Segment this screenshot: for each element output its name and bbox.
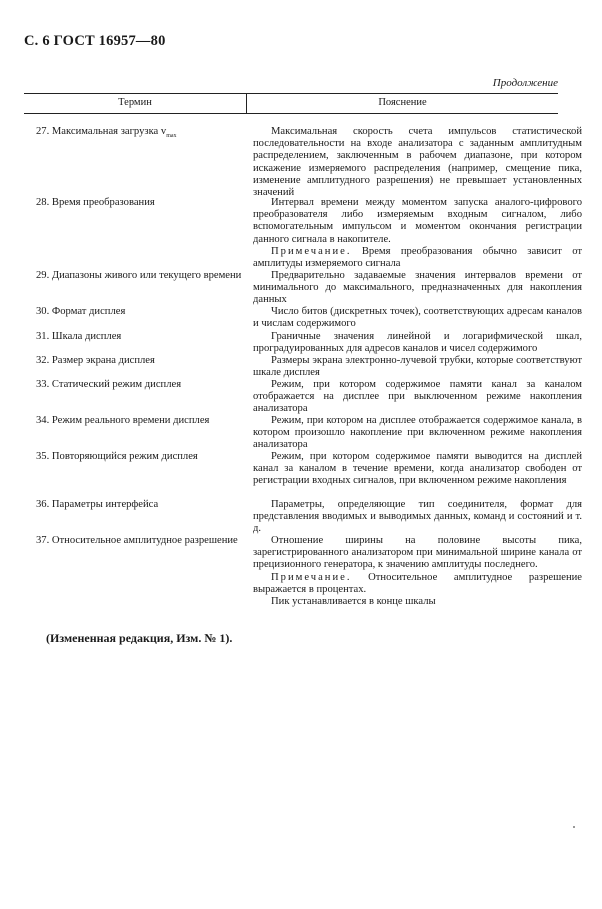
explanation-text: Предварительно задаваемые значения интервалов времени от минимального до максимального, предназначенных для накопления данных <box>253 270 582 306</box>
explanation-text: Режим, при котором содержимое памяти канал за каналом отображается на дисплее при выключенном режиме накопления анализатора <box>253 379 582 415</box>
explanation-cell <box>253 535 582 608</box>
term-cell: 37. Относительное амплитудное разрешение <box>36 535 238 546</box>
note-text: Относительное амплитудное разрешение выражается в процентах. <box>253 571 582 595</box>
explanation-cell <box>253 499 582 536</box>
explanation-cell <box>253 415 582 452</box>
term-text: 27. Максимальная загрузка v <box>36 126 167 137</box>
explanation-text: Параметры, определяющие тип соединителя, формат для представления вводимых и выводимых данных, команд и состояний и т. д. <box>253 499 582 535</box>
amendment-footer: (Измененная редакция, Изм. № 1). <box>46 631 233 645</box>
note-paragraph <box>253 572 582 596</box>
explanation-cell <box>253 197 582 270</box>
term-cell: 30. Формат дисплея <box>36 306 126 317</box>
column-header-explanation: Пояснение <box>378 97 427 108</box>
note-label: Примечание. <box>271 245 352 257</box>
explanation-text: Максимальная скорость счета импульсов статистической последовательности на входе анализатора с заданным амплитудным распределением, заключенным в рабочем диапазоне, при котором искажение измеряемого распределения (например, смещение пика, изменение амплитудного разрешения) не превышает установленных значений <box>253 126 582 199</box>
term-subscript: max <box>166 133 177 140</box>
note-text: Время преобразования обычно зависит от амплитуды измеряемого сигнала <box>253 245 582 270</box>
explanation-text: Граничные значения линейной и логарифмической шкал, проградуированных для адресов каналов и чисел содержимого <box>253 331 582 355</box>
term-cell: 33. Статический режим дисплея <box>36 379 182 390</box>
explanation-text: Число битов (дискретных точек), соответствующих адресам каналов и числам содержимого <box>253 306 582 330</box>
term-cell: 32. Размер экрана дисплея <box>36 355 155 366</box>
term-cell: 31. Шкала дисплея <box>36 331 122 342</box>
explanation-cell <box>253 126 582 199</box>
term-cell: 36. Параметры интерфейса <box>36 499 159 510</box>
page-header-title: С. 6 ГОСТ 16957—80 <box>24 33 166 49</box>
term-cell: 34. Режим реального времени дисплея <box>36 415 210 426</box>
explanation-text: Режим, при котором на дисплее отображается содержимое канала, в котором произошло накопление при включенном режиме накопления анализатора <box>253 415 582 451</box>
column-header-term: Термин <box>118 97 152 108</box>
extra-text: Пик устанавливается в конце шкалы <box>271 596 436 608</box>
explanation-cell <box>253 355 582 379</box>
scan-speck <box>573 826 575 828</box>
explanation-cell <box>253 379 582 416</box>
explanation-text: Размеры экрана электронно-лучевой трубки, которые соответствуют шкале дисплея <box>253 355 582 379</box>
explanation-cell <box>253 331 582 355</box>
term-cell: 28. Время преобразования <box>36 197 155 208</box>
table-header-rule <box>24 113 558 114</box>
explanation-text: Режим, при котором содержимое памяти выводится на дисплей канал за каналом в течение времени, когда анализатор свободен от регистрации входных сигналов, при включенном режиме накопления <box>253 451 582 487</box>
term-cell <box>36 126 246 142</box>
explanation-cell <box>253 306 582 330</box>
continuation-label: Продолжение <box>492 77 558 89</box>
explanation-cell <box>253 270 582 307</box>
term-cell: 29. Диапазоны живого или текущего времени <box>36 270 242 281</box>
note-label: Примечание. <box>271 571 352 583</box>
explanation-text: Отношение ширины на половине высоты пика, зарегистрированного анализатором при минимальной ширине канала от прецизионного генератора, к значению амплитуды последнего. <box>253 535 582 571</box>
explanation-cell <box>253 451 582 488</box>
note-paragraph <box>253 246 582 270</box>
table-top-rule <box>24 93 558 94</box>
explanation-text: Интервал времени между моментом запуска аналого-цифрового преобразователя либо измеряемым входным сигналом, либо вспомогательным импульсом и моментом окончания регистрации данного сигнала в накопителе. <box>253 197 582 245</box>
term-cell: 35. Повторяющийся режим дисплея <box>36 451 198 462</box>
